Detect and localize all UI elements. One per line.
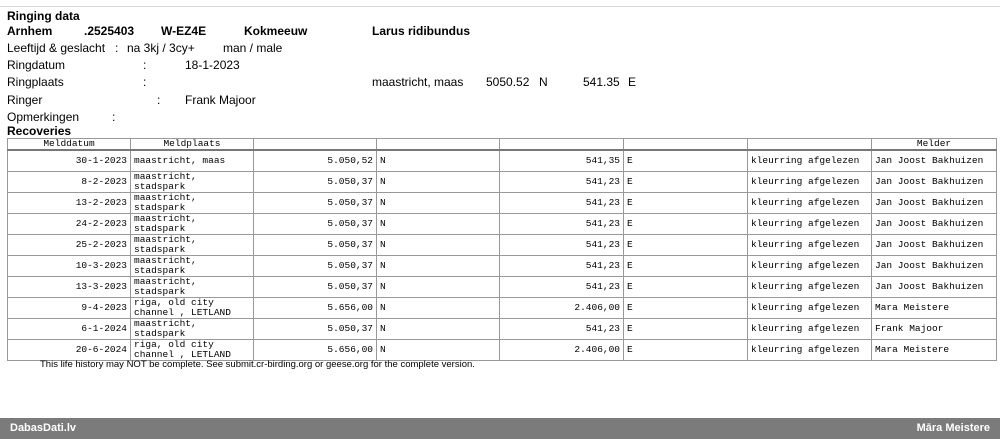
cell-lat: 5.050,37 xyxy=(254,277,377,298)
cell-melddatum: 10-3-2023 xyxy=(8,256,131,277)
cell-melddatum: 20-6-2024 xyxy=(8,340,131,361)
cell-melder: Jan Joost Bakhuizen xyxy=(872,235,997,256)
cell-ns: N xyxy=(377,214,500,235)
cell-lat: 5.050,52 xyxy=(254,150,377,172)
col-header-lat xyxy=(254,139,377,151)
cell-melddatum: 8-2-2023 xyxy=(8,172,131,193)
cell-method: kleurring afgelezen xyxy=(748,319,872,340)
col-header-melder: Melder xyxy=(872,139,997,151)
cell-ns: N xyxy=(377,298,500,319)
footer-site: DabasDati.lv xyxy=(10,422,77,434)
cell-lon: 2.406,00 xyxy=(500,298,624,319)
opmerkingen-label: Opmerkingen xyxy=(7,110,80,124)
cell-lon: 541,35 xyxy=(500,150,624,172)
cell-method: kleurring afgelezen xyxy=(748,340,872,361)
species-latin: Larus ridibundus xyxy=(372,24,471,38)
table-row xyxy=(8,319,997,340)
cell-ew: E xyxy=(624,277,748,298)
page-title: Ringing data xyxy=(7,9,80,23)
table-row xyxy=(8,277,997,298)
age-label: Leeftijd & geslacht xyxy=(7,41,106,55)
recoveries-body xyxy=(8,150,997,361)
cell-meldplaats: maastricht, stadspark xyxy=(131,235,254,256)
cell-lon: 541,23 xyxy=(500,235,624,256)
cell-ns: N xyxy=(377,150,500,172)
cell-method: kleurring afgelezen xyxy=(748,235,872,256)
cell-lon: 2.406,00 xyxy=(500,340,624,361)
age-colon: : xyxy=(115,41,119,55)
cell-method: kleurring afgelezen xyxy=(748,172,872,193)
cell-lon: 541,23 xyxy=(500,193,624,214)
cell-melddatum: 13-2-2023 xyxy=(8,193,131,214)
col-header-method xyxy=(748,139,872,151)
ringdatum-label: Ringdatum xyxy=(7,58,66,72)
ringplaats-lon: 541.35 xyxy=(583,75,620,89)
cell-ew: E xyxy=(624,298,748,319)
footer-bar xyxy=(0,418,1000,439)
cell-lat: 5.050,37 xyxy=(254,214,377,235)
cell-melddatum: 24-2-2023 xyxy=(8,214,131,235)
cell-lat: 5.050,37 xyxy=(254,319,377,340)
ringer-colon: : xyxy=(157,93,161,107)
cell-ew: E xyxy=(624,193,748,214)
cell-method: kleurring afgelezen xyxy=(748,277,872,298)
cell-melder: Jan Joost Bakhuizen xyxy=(872,193,997,214)
cell-melddatum: 25-2-2023 xyxy=(8,235,131,256)
cell-ns: N xyxy=(377,172,500,193)
recoveries-heading: Recoveries xyxy=(7,124,72,138)
col-header-meldplaats: Meldplaats xyxy=(131,139,254,151)
cell-lon: 541,23 xyxy=(500,256,624,277)
cell-lat: 5.656,00 xyxy=(254,298,377,319)
cell-ew: E xyxy=(624,319,748,340)
top-divider xyxy=(0,6,1000,7)
cell-melder: Jan Joost Bakhuizen xyxy=(872,150,997,172)
cell-lon: 541,23 xyxy=(500,277,624,298)
ringer-label: Ringer xyxy=(7,93,43,107)
history-note: This life history may NOT be complete. See submit.cr-birding.org or geese.org for the complete version. xyxy=(40,359,475,370)
sex-value: man / male xyxy=(223,41,283,55)
cell-method: kleurring afgelezen xyxy=(748,214,872,235)
cell-ew: E xyxy=(624,235,748,256)
ring-number: .2525403 xyxy=(84,24,135,38)
col-header-melddatum: Melddatum xyxy=(8,139,131,151)
cell-meldplaats: riga, old city channel , LETLAND xyxy=(131,298,254,319)
table-row xyxy=(8,214,997,235)
cell-meldplaats: maastricht, stadspark xyxy=(131,172,254,193)
ringplaats-lat: 5050.52 xyxy=(486,75,530,89)
table-row xyxy=(8,298,997,319)
cell-lat: 5.050,37 xyxy=(254,235,377,256)
col-header-ew xyxy=(624,139,748,151)
cell-ew: E xyxy=(624,256,748,277)
table-row xyxy=(8,172,997,193)
ringplaats-ew: E xyxy=(628,75,637,89)
table-row xyxy=(8,256,997,277)
cell-ew: E xyxy=(624,172,748,193)
ring-place: Arnhem xyxy=(7,24,53,38)
ring-code: W-EZ4E xyxy=(161,24,207,38)
cell-meldplaats: maastricht, maas xyxy=(131,150,254,172)
col-header-lon xyxy=(500,139,624,151)
cell-melddatum: 6-1-2024 xyxy=(8,319,131,340)
table-header-row xyxy=(8,139,997,151)
footer-author: Māra Meistere xyxy=(916,422,990,434)
cell-melder: Jan Joost Bakhuizen xyxy=(872,214,997,235)
cell-melder: Jan Joost Bakhuizen xyxy=(872,277,997,298)
cell-method: kleurring afgelezen xyxy=(748,150,872,172)
cell-lon: 541,23 xyxy=(500,214,624,235)
cell-method: kleurring afgelezen xyxy=(748,193,872,214)
cell-meldplaats: riga, old city channel , LETLAND xyxy=(131,340,254,361)
cell-ns: N xyxy=(377,277,500,298)
cell-meldplaats: maastricht, stadspark xyxy=(131,214,254,235)
table-row xyxy=(8,340,997,361)
cell-melddatum: 30-1-2023 xyxy=(8,150,131,172)
ringplaats-colon: : xyxy=(143,75,147,89)
ringplaats-ns: N xyxy=(539,75,548,89)
species-name: Kokmeeuw xyxy=(244,24,308,38)
ringdatum-value: 18-1-2023 xyxy=(185,58,240,72)
recoveries-table xyxy=(7,138,997,361)
ringplaats-label: Ringplaats xyxy=(7,75,64,89)
cell-melddatum: 9-4-2023 xyxy=(8,298,131,319)
cell-ns: N xyxy=(377,256,500,277)
cell-lat: 5.656,00 xyxy=(254,340,377,361)
cell-ns: N xyxy=(377,235,500,256)
age-value: na 3kj / 3cy+ xyxy=(127,41,195,55)
cell-method: kleurring afgelezen xyxy=(748,256,872,277)
cell-melder: Mara Meistere xyxy=(872,298,997,319)
cell-ew: E xyxy=(624,150,748,172)
ringer-value: Frank Majoor xyxy=(185,93,256,107)
cell-melder: Frank Majoor xyxy=(872,319,997,340)
cell-ns: N xyxy=(377,340,500,361)
opmerkingen-colon: : xyxy=(112,110,116,124)
cell-lon: 541,23 xyxy=(500,172,624,193)
cell-ew: E xyxy=(624,340,748,361)
cell-melder: Jan Joost Bakhuizen xyxy=(872,172,997,193)
cell-lon: 541,23 xyxy=(500,319,624,340)
cell-meldplaats: maastricht, stadspark xyxy=(131,193,254,214)
cell-ns: N xyxy=(377,193,500,214)
cell-melddatum: 13-3-2023 xyxy=(8,277,131,298)
cell-method: kleurring afgelezen xyxy=(748,298,872,319)
table-row xyxy=(8,193,997,214)
cell-meldplaats: maastricht, stadspark xyxy=(131,256,254,277)
cell-lat: 5.050,37 xyxy=(254,256,377,277)
col-header-ns xyxy=(377,139,500,151)
cell-meldplaats: maastricht, stadspark xyxy=(131,319,254,340)
ringplaats-value: maastricht, maas xyxy=(372,75,464,89)
cell-meldplaats: maastricht, stadspark xyxy=(131,277,254,298)
cell-lat: 5.050,37 xyxy=(254,193,377,214)
cell-melder: Jan Joost Bakhuizen xyxy=(872,256,997,277)
cell-ew: E xyxy=(624,214,748,235)
ringdatum-colon: : xyxy=(143,58,147,72)
cell-lat: 5.050,37 xyxy=(254,172,377,193)
cell-ns: N xyxy=(377,319,500,340)
table-row xyxy=(8,235,997,256)
table-row xyxy=(8,150,997,172)
cell-melder: Mara Meistere xyxy=(872,340,997,361)
